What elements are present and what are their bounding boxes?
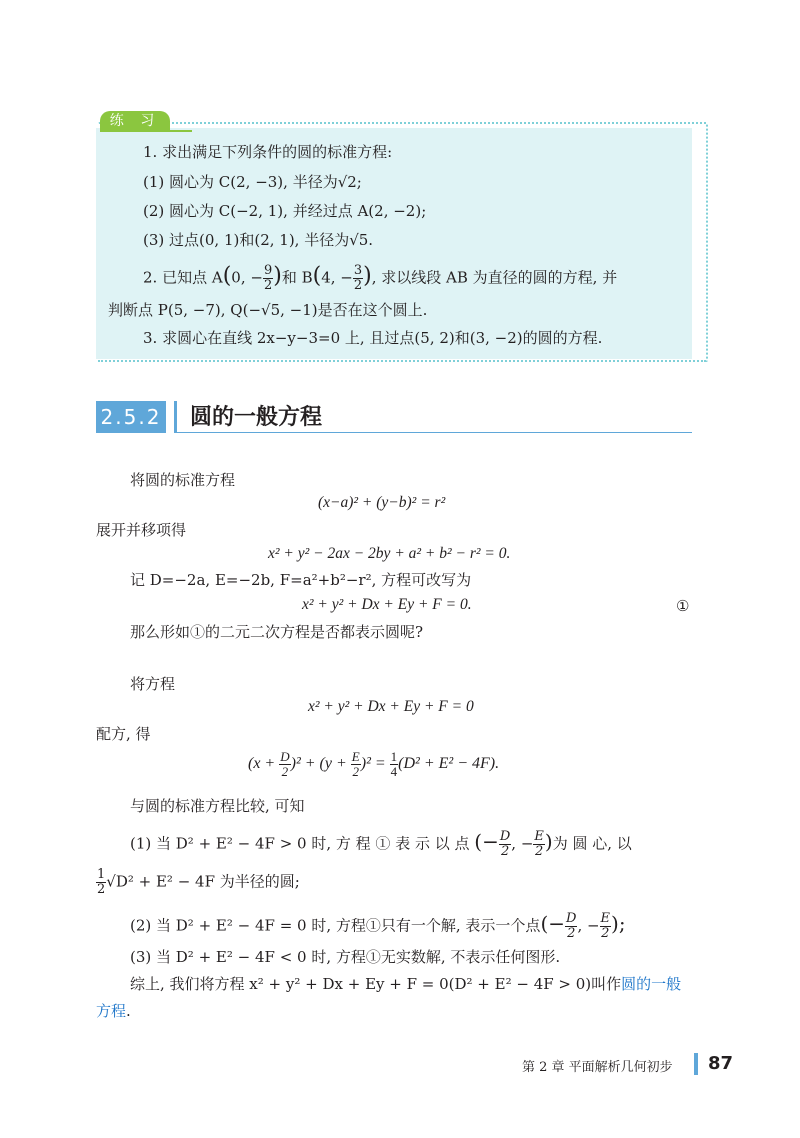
section-rule xyxy=(174,432,692,433)
exercise-q2-pointA: 0, − xyxy=(231,268,263,287)
body-p6: 配方, 得 xyxy=(96,725,151,743)
term-general-equation-2: 方程 xyxy=(96,1002,127,1020)
exercise-q2-line1: 2. 已知点 A(0, − $\frac{9}{2}$ )和 B(4, − $\frac{3}{2}$ ), 求以线段 AB 为直径的圆的方程, 并 xyxy=(143,263,618,293)
body-eq3-mark: ① xyxy=(676,597,690,615)
exercise-q2-and: 和 B xyxy=(281,268,313,287)
body-eq4: x² + y² + Dx + Ey + F = 0 xyxy=(308,698,474,715)
exercise-q1-item3: (3) 过点(0, 1)和(2, 1), 半径为√5. xyxy=(143,231,374,249)
section-number: 2.5.2 xyxy=(96,401,166,433)
body-case1-line1: (1) 当 D² + E² − 4F > 0 时, 方 程 ① 表 示 以 点 (− $\frac{D}{2}$ , − $\frac{E}{2}$ )为 圆 心, 以 xyxy=(130,829,632,859)
body-summary-line2: 方程. xyxy=(96,1002,131,1020)
body-case2: (2) 当 D² + E² − 4F = 0 时, 方程①只有一个解, 表示一个点(− $\frac{D}{2}$ , − $\frac{E}{2}$ ); xyxy=(130,911,626,941)
footer-bar xyxy=(694,1053,698,1075)
exercise-q1-title: 1. 求出满足下列条件的圆的标准方程: xyxy=(143,143,393,161)
body-p3: 记 D=−2a, E=−2b, F=a²+b²−r², 方程可改写为 xyxy=(130,571,472,589)
exercise-q2-pointB: 4, − xyxy=(321,268,353,287)
body-summary-line1: 综上, 我们将方程 x² + y² + Dx + Ey + F = 0(D² + E² − 4F > 0)叫作圆的一般 xyxy=(130,975,682,993)
exercise-q3: 3. 求圆心在直线 2x−y−3=0 上, 且过点(5, 2)和(3, −2)的圆的方程. xyxy=(143,329,603,347)
exercise-q2-part1: 2. 已知点 A xyxy=(143,268,223,287)
section-title: 圆的一般方程 xyxy=(190,404,323,430)
body-eq3: x² + y² + Dx + Ey + F = 0. xyxy=(302,596,472,613)
exercise-label: 练 习 xyxy=(100,111,170,132)
exercise-q2-fracB: $\frac{3}{2}$ xyxy=(353,263,363,293)
exercise-q1-item2: (2) 圆心为 C(−2, 1), 并经过点 A(2, −2); xyxy=(143,202,427,220)
term-general-equation-1: 圆的一般 xyxy=(621,975,682,993)
exercise-q2-fracA: $\frac{9}{2}$ xyxy=(263,263,273,293)
body-eq2: x² + y² − 2ax − 2by + a² + b² − r² = 0. xyxy=(268,545,511,562)
body-p2: 展开并移项得 xyxy=(96,521,187,539)
body-p7: 与圆的标准方程比较, 可知 xyxy=(130,797,305,815)
body-case1-line2: $\frac{1}{2}$ √D² + E² − 4F 为半径的圆; xyxy=(97,867,300,897)
body-eq5: (x + $\frac{D}{2}$ )² + (y + $\frac{E}{2}$ )² = $\frac{1}{4}$ (D² + E² − 4F). xyxy=(248,749,500,779)
body-case3: (3) 当 D² + E² − 4F < 0 时, 方程①无实数解, 不表示任何图形. xyxy=(130,948,561,966)
page-number: 87 xyxy=(708,1053,734,1074)
exercise-q1-item1: (1) 圆心为 C(2, −3), 半径为√2; xyxy=(143,173,362,191)
body-p1: 将圆的标准方程 xyxy=(130,471,236,489)
body-eq1: (x−a)² + (y−b)² = r² xyxy=(318,494,446,511)
body-p5: 将方程 xyxy=(130,675,176,693)
body-p4: 那么形如①的二元二次方程是否都表示圆呢? xyxy=(130,623,424,641)
exercise-box-bottom-border xyxy=(98,360,706,362)
exercise-q2-line2: 判断点 P(5, −7), Q(−√5, −1)是否在这个圆上. xyxy=(108,301,428,319)
section-bar xyxy=(174,401,177,433)
exercise-q2-part2: , 求以线段 AB 为直径的圆的方程, 并 xyxy=(371,268,618,287)
footer-chapter: 第 2 章 平面解析几何初步 xyxy=(522,1060,673,1075)
